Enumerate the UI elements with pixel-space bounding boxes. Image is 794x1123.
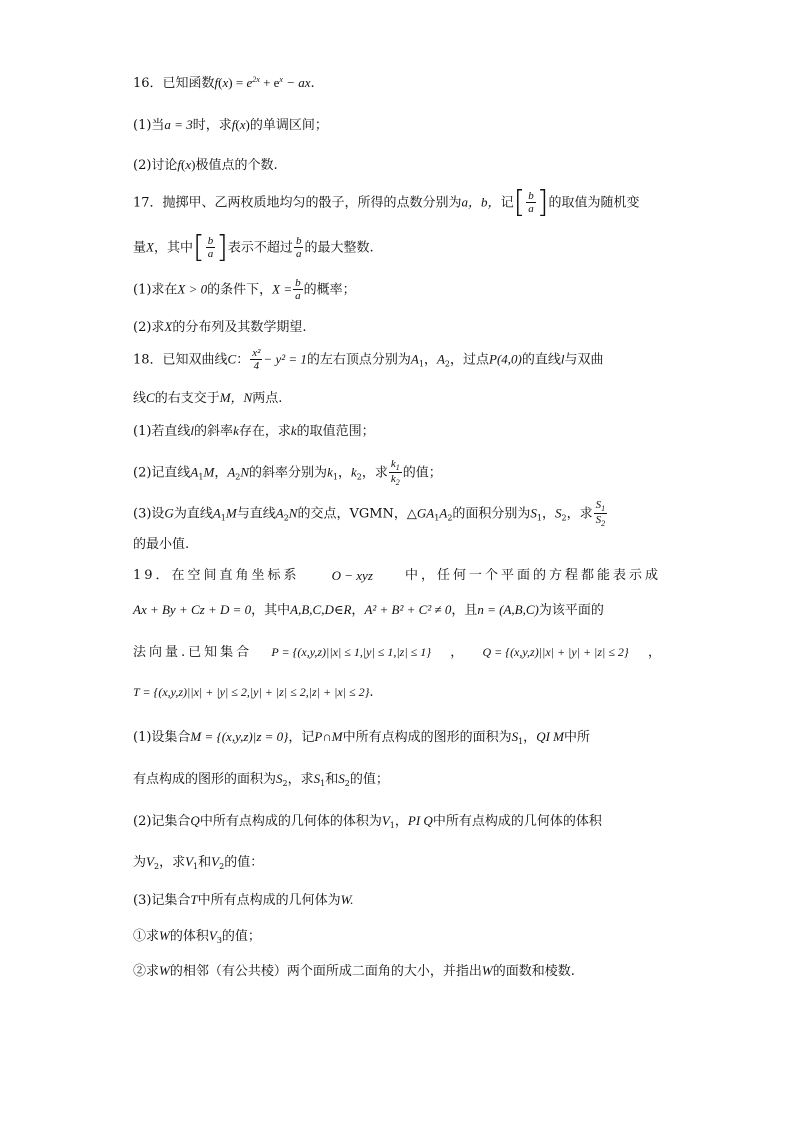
q17-stem-line2: 量X，其中[ $\frac{b}{a}$ ]表示不超过 $\frac{b}{a}$ 的最大整数.	[133, 230, 374, 265]
exp-e: e	[246, 75, 253, 90]
q18-part3: (3)设G为直线$A_1M$与直线$A_2N$的交点，VGMN，$\triangle GA_1A_2$的面积分别为$S_1$，$S_2$，求 $\frac{S_1}{S_2}$	[133, 499, 606, 528]
q17-part2: (2)求X的分布列及其数学期望.	[133, 319, 307, 335]
q18-stem-line2: 线C的右支交于M，N两点.	[133, 390, 283, 406]
q19-part3: (3)记集合T中所有点构成的几何体为W.	[133, 892, 354, 908]
q19-part2-line1: (2)记集合Q中所有点构成的几何体的体积为$V_1$，PI Q中所有点构成的几何体的体积	[133, 813, 602, 830]
func-f: f	[214, 75, 219, 90]
q19-sub1: ①求W的体积$V_3$的值；	[133, 928, 261, 945]
q18-part3-end: 的最小值.	[133, 537, 190, 552]
q19-part2-line2: 为$V_2$，求$V_1$和$V_2$的值：	[133, 854, 264, 871]
q16-part2: (2)讨论f(x)极值点的个数.	[133, 157, 278, 173]
q17-stem-line1: 17．抛掷甲、乙两枚质地均匀的骰子，所得的点数分别为a，b，记[ $\frac{b}{a}$ ]的取值为随机变	[133, 185, 640, 220]
q18-part2: (2)记直线$A_1M$，$A_2N$的斜率分别为$k_1$，$k_2$，求 $\frac{k_1}{k_2}$ 的值；	[133, 458, 442, 487]
q18-stem-line1: 18．已知双曲线C： $\frac{\text{x²}}{4}$ − y² = 1的左右顶点分别为$A_1$，$A_2$，过点P(4,0)的直线l与双曲	[133, 347, 604, 372]
q18-part1: (1)若直线l的斜率k存在，求k的取值范围；	[133, 423, 375, 439]
q16-stem: 16．已知函数$f(x) = e^{2x} + e^x$ − ax.	[133, 75, 315, 91]
q16-label: 16．已知函数	[133, 76, 215, 91]
q19-stem-line1: 19．在空间直角坐标系 O − xyz 中，任何一个平面的方程都能表示成	[133, 568, 661, 583]
q19-stem-line4: T = {(x,y,z)||x| + |y| ≤ 2,|y| + |z| ≤ 2,|z| + |x| ≤ 2}.	[133, 685, 374, 700]
fraction-b-over-a: $\frac{b}{a}$	[528, 190, 534, 215]
q19-part1-line1: (1)设集合M = {(x,y,z)|z = 0}，记P∩M中所有点构成的图形的面积为$S_1$，QI M中所	[133, 729, 590, 746]
q19-part1-line2: 有点构成的图形的面积为$S_2$，求$S_1$和$S_2$的值；	[133, 771, 389, 788]
q16-part1: (1)当a = 3时，求f(x)的单调区间；	[133, 117, 328, 133]
q19-sub2: ②求W的相邻（有公共棱）两个面所成二面角的大小，并指出W的面数和棱数.	[133, 963, 575, 979]
q17-part1: (1)求在X > 0的条件下，X = $\frac{b}{a}$ 的概率；	[133, 277, 356, 302]
q19-stem-line2: Ax + By + Cz + D = 0，其中A,B,C,D∈R，A² + B² + C² ≠ 0，且n = (A,B,C)为该平面的	[133, 602, 604, 618]
q19-stem-line3: 法向量.已知集合 P = {(x,y,z)||x| ≤ 1,|y| ≤ 1,|z| ≤ 1} ， Q = {(x,y,z)||x| + |y| + |z| ≤ 2} ，	[133, 645, 661, 660]
